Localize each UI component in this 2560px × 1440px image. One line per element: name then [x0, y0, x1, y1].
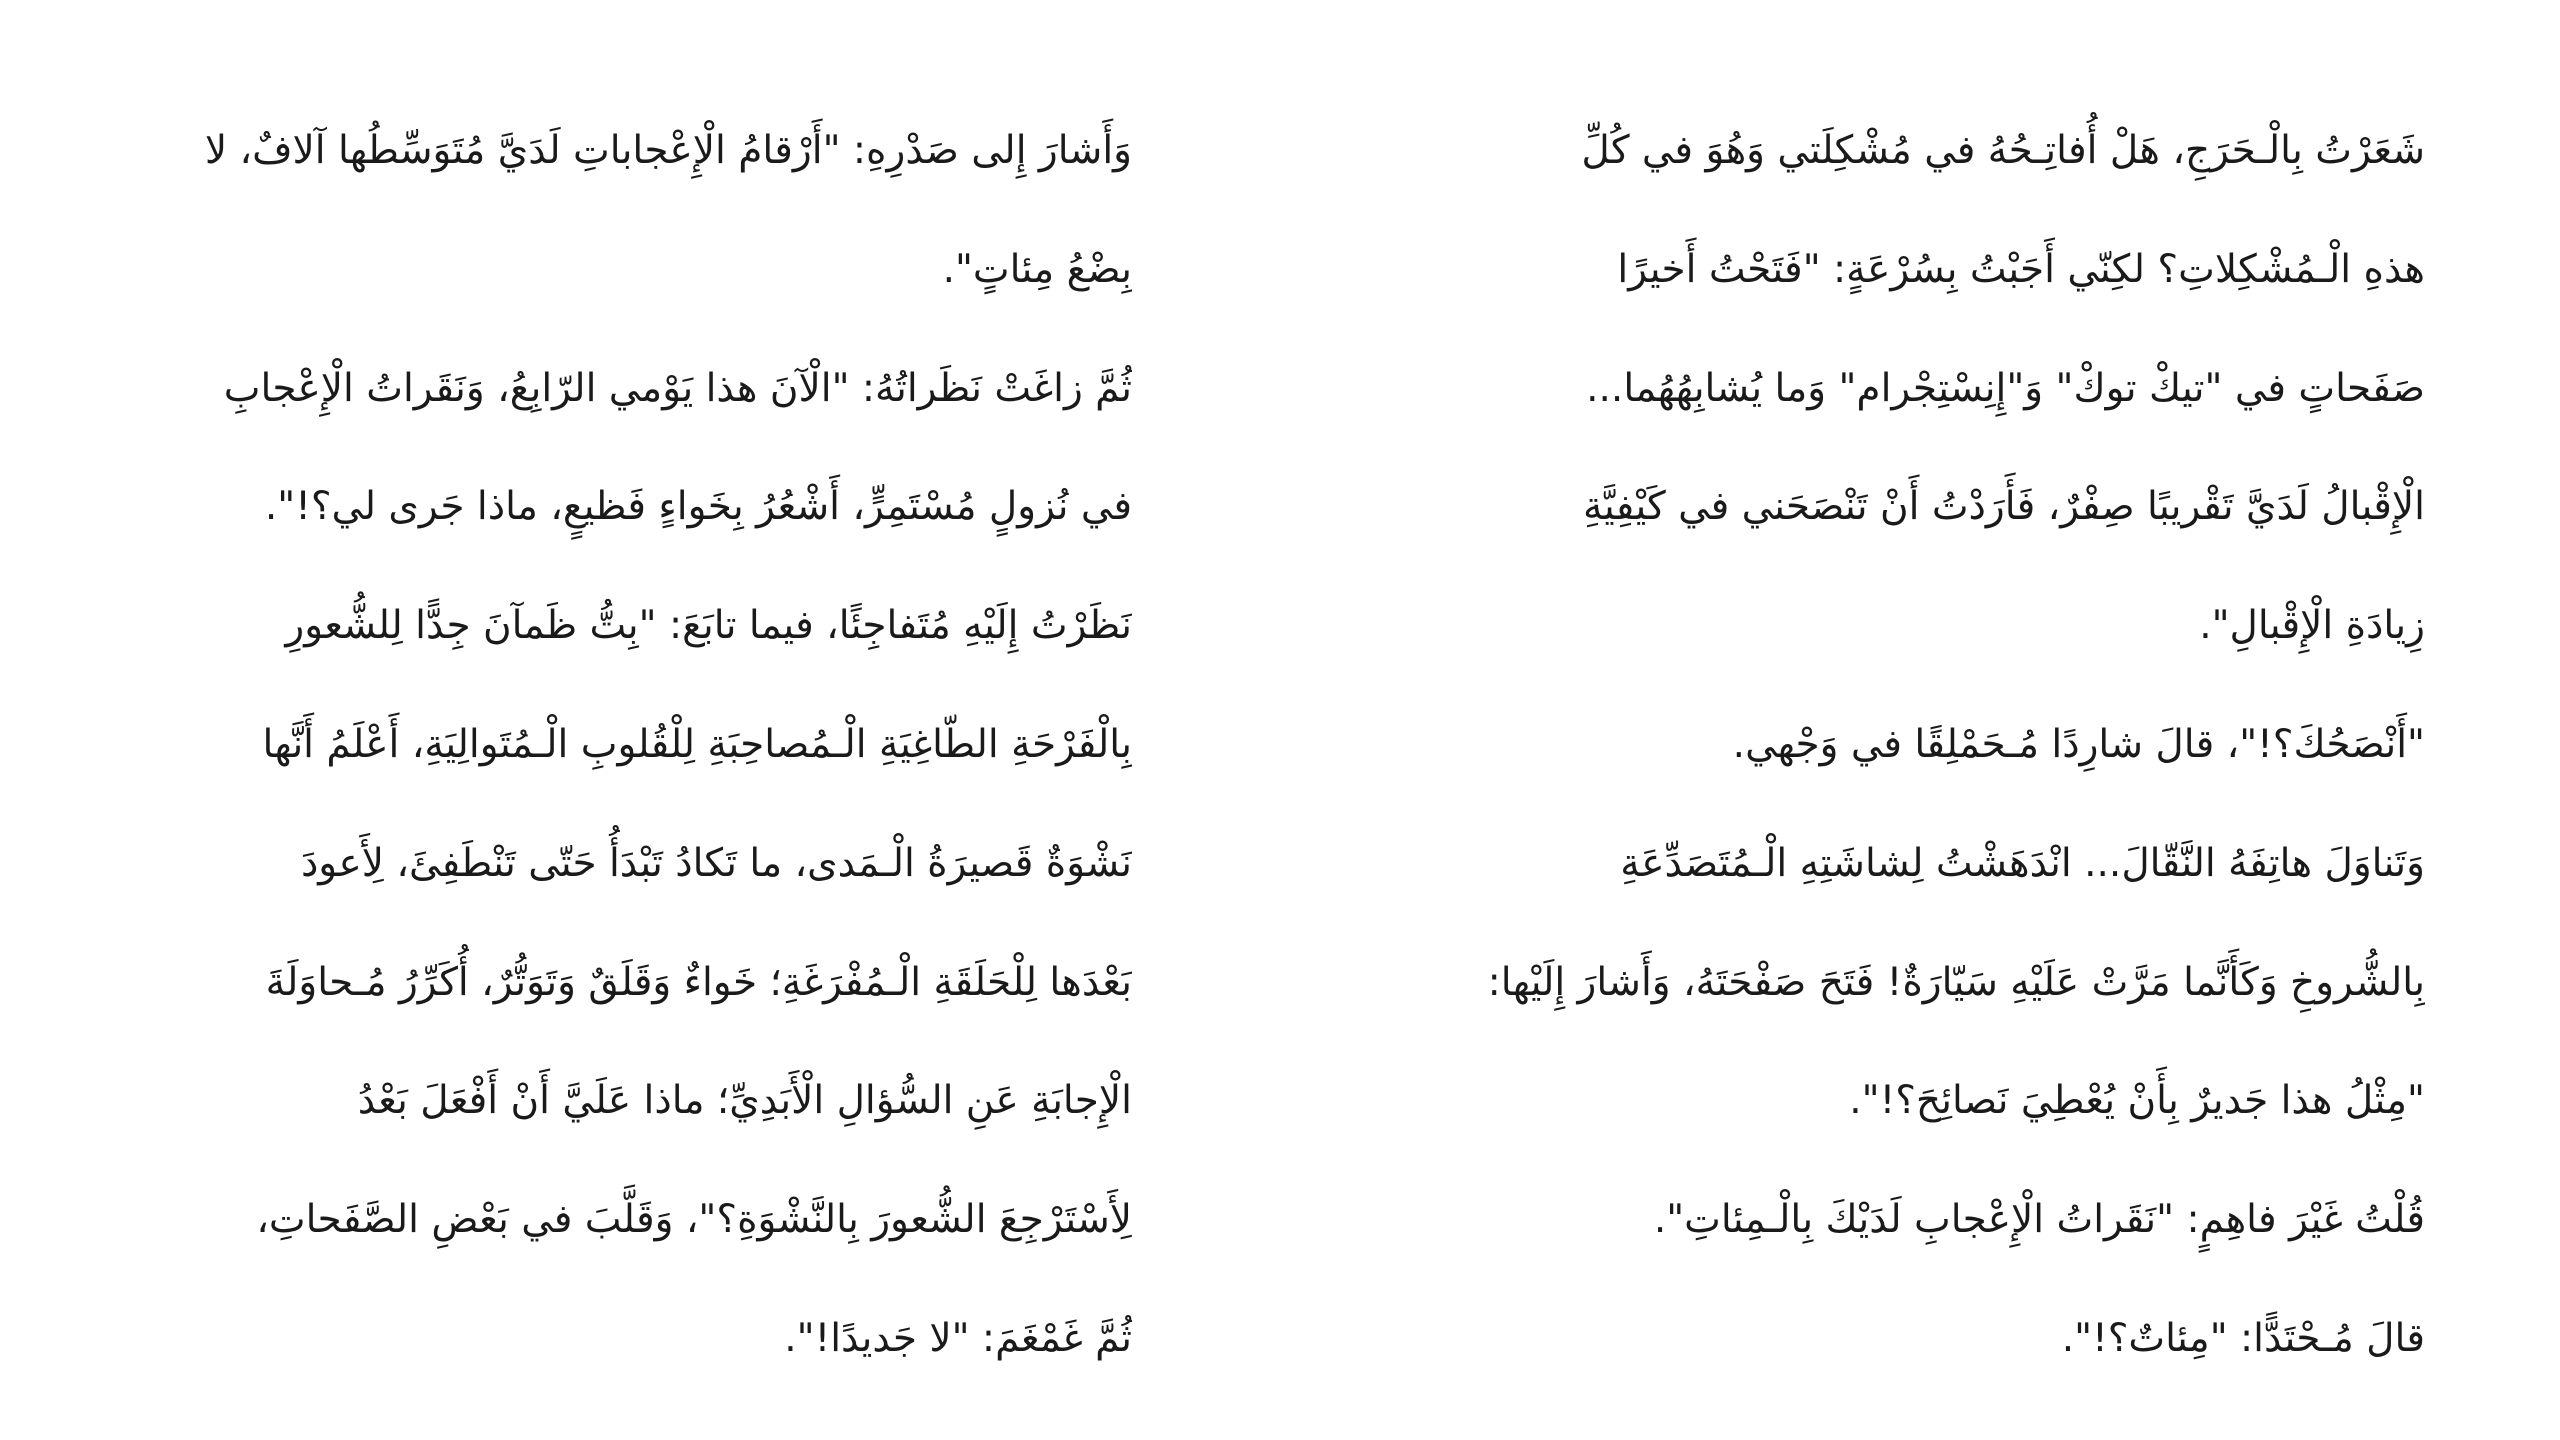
text-line: ثُمَّ زاغَتْ نَظَراتُهُ: "الْآنَ هذا يَوْمي الرّابِعُ، وَنَقَراتُ الْإِعْجابِ — [223, 365, 1132, 411]
text-line: نَظَرْتُ إِلَيْهِ مُتَفاجِئًا، فيما تابَعَ: "بِتُّ ظَمآنَ جِدًّا لِلشُّعورِ — [285, 603, 1132, 649]
text-line: "أَنْصَحُكَ؟!"، قالَ شارِدًا مُـحَمْلِقًا في وَجْهي. — [1732, 721, 2425, 767]
text-line: الْإِجابَةِ عَنِ السُّؤالِ الْأَبَدِيِّ؛ ماذا عَلَيَّ أَنْ أَفْعَلَ بَعْدُ — [357, 1078, 1132, 1124]
text-line: الْإِقْبالُ لَدَيَّ تَقْريبًا صِفْرٌ، فَأَرَدْتُ أَنْ تَنْصَحَني في كَيْفِيَّةِ — [1582, 484, 2425, 530]
text-line: "مِثْلُ هذا جَديرٌ بِأَنْ يُعْطِيَ نَصائِحَ؟!". — [1849, 1078, 2425, 1124]
text-line: زِيادَةِ الْإِقْبالِ". — [2199, 603, 2425, 649]
text-line: نَشْوَةٌ قَصيرَةُ الْـمَدى، ما تَكادُ تَبْدَأُ حَتّى تَنْطَفِئَ، لِأَعودَ — [300, 840, 1132, 886]
right-page-text — [1445, 92, 2425, 1399]
text-line: لِأَسْتَرْجِعَ الشُّعورَ بِالنَّشْوَةِ؟"، وَقَلَّبَ في بَعْضِ الصَّفَحاتِ، — [256, 1197, 1132, 1243]
text-line: شَعَرْتُ بِالْـحَرَجِ، هَلْ أُفاتِـحُهُ في مُشْكِلَتي وَهُوَ في كُلِّ — [1581, 128, 2425, 173]
text-line: ثُمَّ غَمْغَمَ: "لا جَديدًا!". — [784, 1315, 1132, 1361]
text-line: وَأَشارَ إِلى صَدْرِهِ: "أَرْقامُ الْإِعْجاباتِ لَدَيَّ مُتَوَسِّطُها آلافٌ، لا — [204, 128, 1132, 173]
text-line: قالَ مُـحْتَدًّا: "مِئاتٌ؟!". — [2061, 1315, 2425, 1361]
left-page-text — [152, 92, 1132, 1399]
text-line: في نُزولٍ مُسْتَمِرٍّ، أَشْعُرُ بِخَواءٍ فَظيعٍ، ماذا جَرى لي؟!". — [264, 484, 1132, 530]
text-line: بِالشُّروخِ وَكَأَنَّما مَرَّتْ عَلَيْهِ سَيّارَةٌ! فَتَحَ صَفْحَتَهُ، وَأَشارَ إِلَيْها: — [1487, 959, 2425, 1005]
text-line: هذهِ الْـمُشْكِلاتِ؟ لكِنّي أَجَبْتُ بِسُرْعَةٍ: "فَتَحْتُ أَخيرًا — [1617, 246, 2425, 292]
text-line: صَفَحاتٍ في "تيكْ توكْ" وَ"إِنِسْتِجْرام" وَما يُشابِهُهُما... — [1586, 365, 2425, 411]
text-line: وَتَناوَلَ هاتِفَهُ النَّقّالَ... انْدَهَشْتُ لِشاشَتِهِ الْـمُتَصَدِّعَةِ — [1620, 840, 2425, 886]
text-line: قُلْتُ غَيْرَ فاهِمٍ: "نَقَراتُ الْإِعْجابِ لَدَيْكَ بِالْـمِئاتِ". — [1653, 1197, 2425, 1243]
text-line: بِضْعُ مِئاتٍ". — [942, 246, 1132, 292]
text-line: بِالْفَرْحَةِ الطّاغِيَةِ الْـمُصاحِبَةِ لِلْقُلوبِ الْـمُتَوالِيَةِ، أَعْلَمُ أَنَّها — [262, 721, 1132, 767]
text-line: بَعْدَها لِلْحَلَقَةِ الْـمُفْرَغَةِ؛ خَواءٌ وَقَلَقٌ وَتَوَتُّرٌ، أُكَرِّرُ مُـحاوَلَةَ — [265, 959, 1132, 1005]
